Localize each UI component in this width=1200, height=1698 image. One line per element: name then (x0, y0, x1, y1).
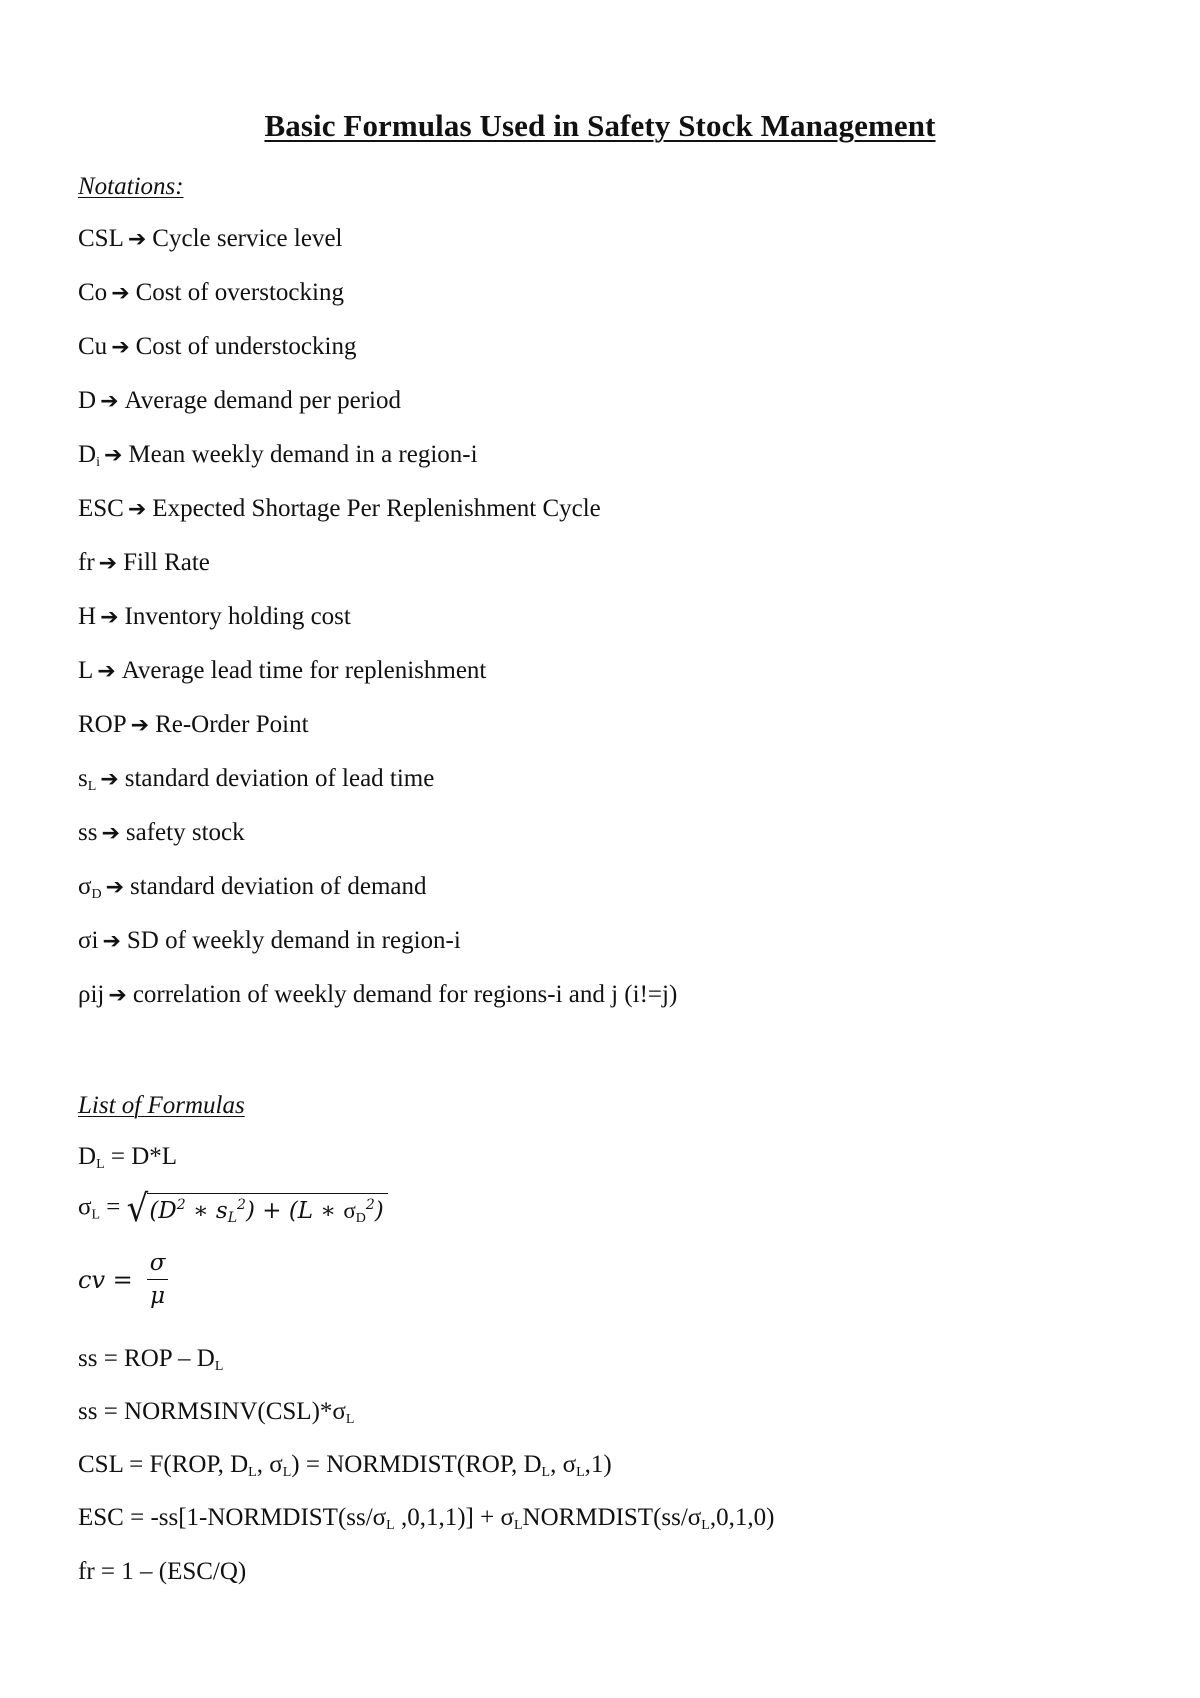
right-arrow-icon: ➔ (97, 659, 116, 684)
notation-item (78, 332, 677, 386)
notation-symbol: ss (78, 819, 98, 846)
formula-demand-lead-time (78, 1142, 177, 1172)
right-arrow-icon: ➔ (102, 929, 121, 954)
radicand-subscript: D (355, 1211, 366, 1226)
formula-subscript: L (513, 1518, 523, 1533)
radical-sign: √ (126, 1187, 149, 1231)
notation-subscript: D (91, 887, 102, 902)
right-arrow-icon: ➔ (105, 875, 125, 900)
formula-expression: CSL = F(ROP, D (78, 1451, 249, 1478)
formula-expression: ,1) (584, 1451, 612, 1478)
notation-description: Expected Shortage Per Replenishment Cycle (152, 495, 601, 522)
notation-item (78, 224, 677, 278)
right-arrow-icon: ➔ (100, 767, 119, 792)
formula-subscript: L (386, 1518, 395, 1533)
radicand-term: ∗ s (185, 1198, 228, 1224)
fraction-denominator: μ (150, 1283, 166, 1309)
notation-symbol: L (78, 657, 94, 684)
radicand-term: ) (374, 1198, 384, 1224)
right-arrow-icon: ➔ (111, 281, 130, 306)
formula-expression: ,0,1,0) (709, 1504, 775, 1531)
formula-subscript: L (701, 1518, 710, 1533)
formula-expression: NORMDIST(ss/σ (522, 1504, 702, 1531)
formula-expression: fr = 1 – (ESC/Q) (78, 1558, 247, 1585)
formula-symbol: σ (78, 1193, 92, 1221)
notation-item (78, 656, 677, 710)
formula-equals: = (100, 1193, 127, 1221)
radicand-superscript: 2 (176, 1197, 186, 1213)
notation-symbol: ESC (78, 495, 124, 522)
right-arrow-icon: ➔ (108, 983, 127, 1008)
right-arrow-icon: ➔ (127, 497, 147, 522)
formula-subscript: L (96, 1157, 105, 1172)
radicand-subscript: L (227, 1210, 238, 1226)
formula-subscript: L (541, 1465, 551, 1480)
square-root (126, 1187, 388, 1231)
formula-expression: ss = ROP – D (78, 1345, 215, 1372)
notation-item (78, 926, 677, 980)
notation-description: Cost of understocking (135, 333, 357, 360)
notation-item (78, 980, 677, 1034)
notation-symbol: D (78, 441, 97, 468)
page-title: Basic Formulas Used in Safety Stock Management (264, 108, 936, 143)
formula-expression: ,0,1,1)] + σ (394, 1504, 514, 1531)
notation-description: SD of weekly demand in region-i (126, 927, 461, 954)
notation-item (78, 602, 677, 656)
notation-symbol: Co (78, 279, 108, 306)
notation-symbol: Cu (78, 333, 108, 360)
formula-subscript: L (248, 1465, 257, 1480)
notation-description: Inventory holding cost (124, 603, 351, 630)
right-arrow-icon: ➔ (103, 443, 123, 468)
fraction-numerator: σ (147, 1250, 169, 1280)
notation-item (78, 278, 677, 332)
formula-subscript: L (91, 1207, 101, 1223)
radicand-term: (D (149, 1198, 177, 1224)
notation-description: standard deviation of demand (130, 873, 427, 900)
notation-symbol: ρij (78, 981, 105, 1008)
notations-heading: Notations: (78, 173, 184, 200)
right-arrow-icon: ➔ (98, 551, 118, 576)
formula-fill-rate (78, 1557, 246, 1587)
formula-cycle-service-level (78, 1450, 612, 1480)
notation-item (78, 386, 677, 440)
notation-subscript: L (87, 779, 97, 794)
formula-expression: ) = NORMDIST(ROP, D (291, 1451, 542, 1478)
notation-subscript: i (96, 455, 100, 470)
notation-description: Re-Order Point (155, 711, 309, 738)
formula-symbol: cv = (78, 1265, 133, 1294)
right-arrow-icon: ➔ (111, 335, 130, 360)
notation-symbol: H (78, 603, 97, 630)
notation-item (78, 710, 677, 764)
right-arrow-icon: ➔ (127, 227, 147, 252)
notation-description: Average demand per period (124, 387, 401, 414)
notation-description: safety stock (125, 819, 245, 846)
formula-coefficient-of-variation (78, 1250, 168, 1309)
radicand-term: ) + (L ∗ (245, 1198, 344, 1224)
notations-list (78, 224, 677, 1034)
formula-expression: = D*L (104, 1143, 178, 1170)
notation-item (78, 440, 677, 494)
right-arrow-icon: ➔ (100, 605, 119, 630)
formula-subscript: L (345, 1412, 355, 1427)
notation-symbol: D (78, 387, 97, 414)
notation-description: Fill Rate (123, 549, 210, 576)
notation-description: Mean weekly demand in a region-i (128, 441, 478, 468)
notation-description: Average lead time for replenishment (121, 657, 487, 684)
radicand-sigma: σ (343, 1198, 356, 1223)
notation-description: correlation of weekly demand for regions-i and j (i!=j) (132, 981, 678, 1008)
formula-expected-shortage (78, 1503, 774, 1533)
radicand-superscript: 2 (237, 1197, 246, 1213)
notation-item (78, 872, 677, 926)
formula-subscript: L (214, 1359, 224, 1374)
right-arrow-icon: ➔ (101, 821, 120, 846)
notation-item (78, 548, 677, 602)
radicand-superscript: 2 (365, 1197, 375, 1213)
right-arrow-icon: ➔ (100, 389, 119, 414)
formula-expression: , σ (550, 1451, 577, 1478)
formula-subscript: L (282, 1465, 292, 1480)
notation-symbol: s (78, 765, 88, 792)
notation-symbol: σi (78, 927, 99, 954)
notation-item (78, 494, 677, 548)
formula-expression: ESC = -ss[1-NORMDIST(ss/σ (78, 1504, 387, 1531)
formula-safety-stock-normsinv (78, 1397, 354, 1427)
formulas-heading: List of Formulas (78, 1092, 245, 1119)
formula-symbol: D (78, 1143, 97, 1170)
notation-symbol: σ (78, 873, 92, 900)
notation-symbol: fr (78, 549, 95, 576)
radicand (147, 1193, 387, 1226)
formula-subscript: L (576, 1465, 585, 1480)
fraction (147, 1250, 169, 1309)
notation-symbol: CSL (78, 225, 124, 252)
notation-description: Cost of overstocking (135, 279, 344, 306)
formula-sigma-lead-time (78, 1187, 388, 1231)
notation-symbol: ROP (78, 711, 127, 738)
notation-description: Cycle service level (152, 225, 343, 252)
formula-expression: ss = NORMSINV(CSL)*σ (78, 1398, 346, 1425)
formula-expression: , σ (256, 1451, 283, 1478)
notation-item (78, 764, 677, 818)
notation-description: standard deviation of lead time (124, 765, 435, 792)
formula-safety-stock-rop (78, 1344, 223, 1374)
notation-item (78, 818, 677, 872)
right-arrow-icon: ➔ (130, 713, 150, 738)
